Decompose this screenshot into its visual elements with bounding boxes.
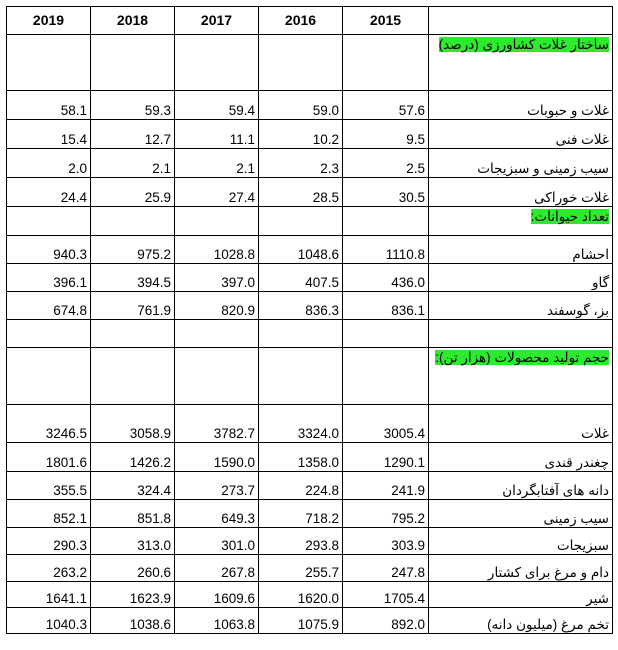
value-cell: 836.1: [343, 292, 429, 320]
table-row: [7, 178, 613, 207]
empty-cell: [343, 348, 429, 405]
value-cell: 1038.6: [91, 608, 175, 634]
value-cell: 293.8: [259, 528, 343, 555]
value-cell: 1110.8: [343, 236, 429, 264]
row-label: غلات: [429, 405, 613, 443]
row-label: دانه های آفتابگردان: [429, 472, 613, 500]
value-cell: 224.8: [259, 472, 343, 500]
section-title: تعداد حیوانات:: [530, 209, 609, 224]
value-cell: 407.5: [259, 264, 343, 292]
year-header: 2016: [259, 7, 343, 35]
value-cell: 27.4: [175, 178, 259, 207]
value-cell: 313.0: [91, 528, 175, 555]
value-cell: 795.2: [343, 500, 429, 528]
value-cell: 394.5: [91, 264, 175, 292]
value-cell: 59.3: [91, 91, 175, 120]
value-cell: 718.2: [259, 500, 343, 528]
section-title-cell: [429, 35, 613, 91]
value-cell: 1040.3: [7, 608, 91, 634]
year-header: 2019: [7, 7, 91, 35]
table-row: [7, 236, 613, 264]
year-header: 2017: [175, 7, 259, 35]
value-cell: 1641.1: [7, 582, 91, 608]
value-cell: 1426.2: [91, 443, 175, 472]
row-label: سیب زمینی: [429, 500, 613, 528]
value-cell: 267.8: [175, 555, 259, 582]
table-row: [7, 91, 613, 120]
section-title-row: [7, 35, 613, 91]
section-title-row: [7, 348, 613, 405]
empty-cell: [91, 207, 175, 236]
row-label: چغندر قندی: [429, 443, 613, 472]
agri-stats-table: [6, 6, 613, 634]
value-cell: 396.1: [7, 264, 91, 292]
value-cell: 24.4: [7, 178, 91, 207]
value-cell: 2.3: [259, 149, 343, 178]
value-cell: 1028.8: [175, 236, 259, 264]
value-cell: 59.0: [259, 91, 343, 120]
value-cell: 273.7: [175, 472, 259, 500]
spacer-row: [7, 320, 613, 348]
empty-cell: [7, 320, 91, 348]
empty-cell: [175, 35, 259, 91]
value-cell: 836.3: [259, 292, 343, 320]
section-title-row: [7, 207, 613, 236]
section-title: ساختار غلات کشاورزی (درصد): [438, 37, 609, 52]
empty-cell: [175, 207, 259, 236]
value-cell: 674.8: [7, 292, 91, 320]
value-cell: 255.7: [259, 555, 343, 582]
value-cell: 3324.0: [259, 405, 343, 443]
table-row: [7, 292, 613, 320]
empty-cell: [91, 348, 175, 405]
value-cell: 436.0: [343, 264, 429, 292]
value-cell: 57.6: [343, 91, 429, 120]
section-title-cell: [429, 207, 613, 236]
header-label-cell: [429, 7, 613, 35]
table-row: [7, 472, 613, 500]
table-row: [7, 120, 613, 149]
row-label: تخم مرغ (میلیون دانه): [429, 608, 613, 634]
value-cell: 3782.7: [175, 405, 259, 443]
value-cell: 9.5: [343, 120, 429, 149]
value-cell: 15.4: [7, 120, 91, 149]
empty-cell: [259, 348, 343, 405]
value-cell: 2.1: [91, 149, 175, 178]
empty-cell: [7, 207, 91, 236]
value-cell: 397.0: [175, 264, 259, 292]
row-label: سبزیجات: [429, 528, 613, 555]
value-cell: 820.9: [175, 292, 259, 320]
value-cell: 940.3: [7, 236, 91, 264]
value-cell: 649.3: [175, 500, 259, 528]
empty-cell: [7, 35, 91, 91]
table-row: [7, 582, 613, 608]
row-label: غلات فنی: [429, 120, 613, 149]
value-cell: 1063.8: [175, 608, 259, 634]
table-row: [7, 608, 613, 634]
row-label: شیر: [429, 582, 613, 608]
value-cell: 761.9: [91, 292, 175, 320]
value-cell: 1590.0: [175, 443, 259, 472]
empty-cell: [259, 207, 343, 236]
row-label: گاو: [429, 264, 613, 292]
value-cell: 3058.9: [91, 405, 175, 443]
value-cell: 1609.6: [175, 582, 259, 608]
empty-cell: [175, 348, 259, 405]
value-cell: 2.5: [343, 149, 429, 178]
empty-cell: [7, 348, 91, 405]
value-cell: 1620.0: [259, 582, 343, 608]
value-cell: 355.5: [7, 472, 91, 500]
table-row: [7, 405, 613, 443]
row-label: بز، گوسفند: [429, 292, 613, 320]
value-cell: 303.9: [343, 528, 429, 555]
value-cell: 2.1: [175, 149, 259, 178]
value-cell: 1290.1: [343, 443, 429, 472]
value-cell: 263.2: [7, 555, 91, 582]
value-cell: 1705.4: [343, 582, 429, 608]
value-cell: 3005.4: [343, 405, 429, 443]
value-cell: 1075.9: [259, 608, 343, 634]
value-cell: 12.7: [91, 120, 175, 149]
value-cell: 1048.6: [259, 236, 343, 264]
value-cell: 260.6: [91, 555, 175, 582]
value-cell: 247.8: [343, 555, 429, 582]
value-cell: 28.5: [259, 178, 343, 207]
value-cell: 290.3: [7, 528, 91, 555]
value-cell: 301.0: [175, 528, 259, 555]
header-row: [7, 7, 613, 35]
empty-cell: [429, 320, 613, 348]
empty-cell: [343, 320, 429, 348]
table-row: [7, 528, 613, 555]
value-cell: 30.5: [343, 178, 429, 207]
value-cell: 11.1: [175, 120, 259, 149]
value-cell: 3246.5: [7, 405, 91, 443]
row-label: سیب زمینی و سبزیجات: [429, 149, 613, 178]
empty-cell: [259, 35, 343, 91]
table-row: [7, 149, 613, 178]
empty-cell: [259, 320, 343, 348]
value-cell: 324.4: [91, 472, 175, 500]
value-cell: 1623.9: [91, 582, 175, 608]
table-row: [7, 555, 613, 582]
table-row: [7, 443, 613, 472]
value-cell: 25.9: [91, 178, 175, 207]
value-cell: 2.0: [7, 149, 91, 178]
empty-cell: [343, 35, 429, 91]
value-cell: 1358.0: [259, 443, 343, 472]
value-cell: 1801.6: [7, 443, 91, 472]
value-cell: 852.1: [7, 500, 91, 528]
row-label: دام و مرغ برای کشتار: [429, 555, 613, 582]
value-cell: 10.2: [259, 120, 343, 149]
row-label: غلات و حبوبات: [429, 91, 613, 120]
empty-cell: [91, 35, 175, 91]
row-label: غلات خوراکی: [429, 178, 613, 207]
section-title-cell: [429, 348, 613, 405]
table-row: [7, 264, 613, 292]
empty-cell: [91, 320, 175, 348]
value-cell: 241.9: [343, 472, 429, 500]
empty-cell: [343, 207, 429, 236]
table-row: [7, 500, 613, 528]
year-header: 2018: [91, 7, 175, 35]
value-cell: 892.0: [343, 608, 429, 634]
table-body: [7, 7, 613, 634]
section-title: حجم تولید محصولات (هزار تن):: [435, 350, 609, 365]
year-header: 2015: [343, 7, 429, 35]
value-cell: 851.8: [91, 500, 175, 528]
row-label: احشام: [429, 236, 613, 264]
value-cell: 59.4: [175, 91, 259, 120]
value-cell: 975.2: [91, 236, 175, 264]
empty-cell: [175, 320, 259, 348]
value-cell: 58.1: [7, 91, 91, 120]
